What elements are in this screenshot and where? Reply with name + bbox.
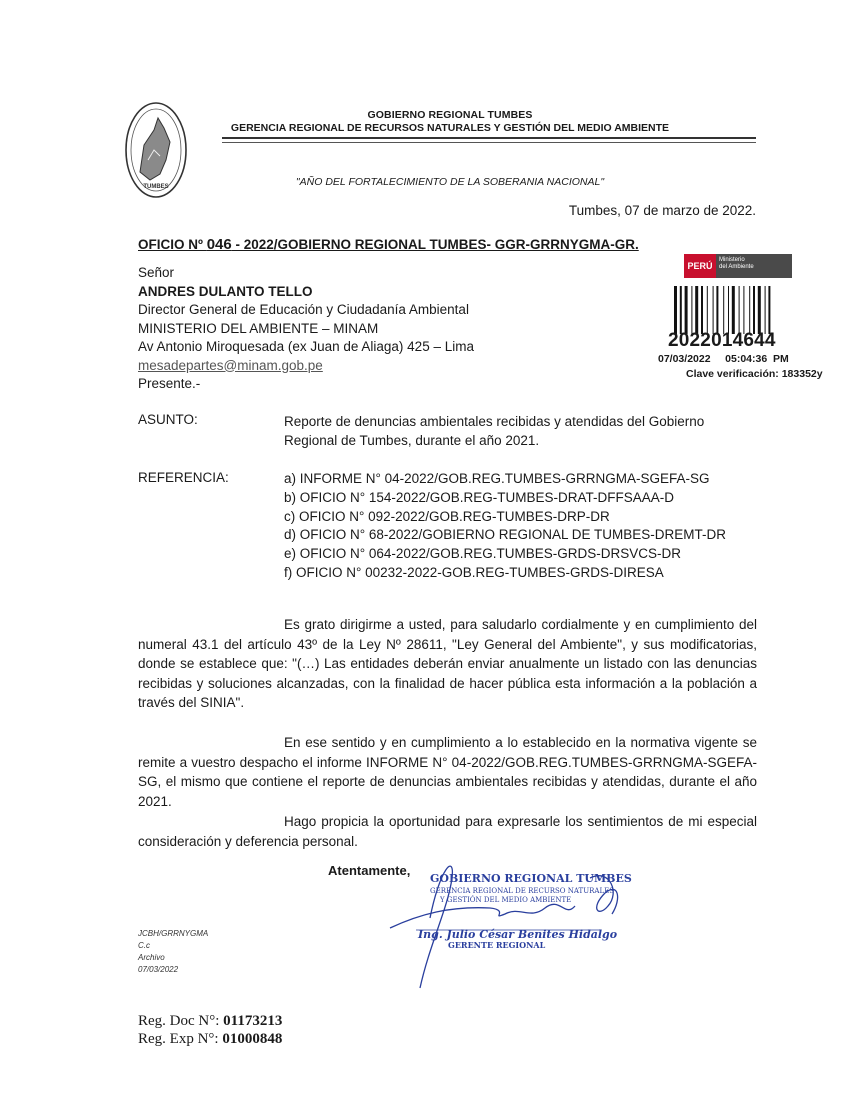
footer-date: 07/03/2022	[138, 965, 179, 974]
regional-seal-logo	[124, 100, 188, 200]
recipient-block	[138, 264, 474, 394]
reg-exp-label: Reg. Exp N°:	[138, 1031, 223, 1047]
referencia-item: e) OFICIO N° 064-2022/GOB.REG.TUMBES-GRDS-DRSVCS-DR	[284, 546, 681, 562]
signer-title: GERENTE REGIONAL	[448, 940, 546, 950]
barcode-bar	[739, 286, 740, 334]
recipient-position: Director General de Educación y Ciudadanía Ambiental	[138, 302, 469, 317]
ministry-line2: del Ambiente	[719, 264, 754, 270]
oficio-prefix: OFICIO Nº	[138, 237, 207, 252]
ministry-line1: Ministerio	[719, 257, 745, 263]
barcode-bar	[758, 286, 761, 334]
referencia-item: f) OFICIO N° 00232-2022-GOB.REG-TUMBES-GRDS-DIRESA	[284, 564, 664, 580]
barcode-bar	[695, 286, 698, 334]
barcode-icon	[674, 286, 814, 334]
oficio-suffix: - 2022/GOBIERNO REGIONAL TUMBES- GGR-GRRNYGMA-GR.	[231, 237, 639, 252]
salutation: Señor	[138, 265, 175, 280]
barcode-bar	[743, 286, 744, 334]
barcode-bar	[691, 286, 692, 334]
sig-stamp-line1: GOBIERNO REGIONAL TUMBES	[430, 872, 632, 885]
footer-archive: Archivo	[138, 953, 165, 962]
referencia-list	[284, 470, 726, 583]
recipient-email-link[interactable]: mesadepartes@minam.gob.pe	[138, 357, 323, 373]
header-government: GOBIERNO REGIONAL TUMBES	[367, 109, 533, 121]
asunto-label: ASUNTO:	[138, 412, 198, 427]
body-paragraph-3: Hago propicia la oportunidad para expresarle los sentimientos de mi especial consideración y deferencia personal.	[138, 814, 757, 849]
stamp-datetime: 07/03/2022 05:04:36 PM	[658, 353, 789, 365]
footer-initials-block	[138, 928, 208, 976]
recipient-institution: MINISTERIO DEL AMBIENTE – MINAM	[138, 320, 379, 336]
reg-doc-line	[138, 1012, 282, 1030]
closing-atentamente: Atentamente,	[328, 863, 411, 878]
recipient-address: Av Antonio Miroquesada (ex Juan de Aliaga) 425 – Lima	[138, 339, 474, 354]
referencia-item: d) OFICIO N° 68-2022/GOBIERNO REGIONAL DE TUMBES-DREMT-DR	[284, 527, 726, 543]
referencia-item: a) INFORME N° 04-2022/GOB.REG.TUMBES-GRRNGMA-SGEFA-SG	[284, 471, 710, 486]
oficio-number: 046	[206, 236, 232, 253]
reg-exp-line	[138, 1030, 282, 1048]
presente-line: Presente.-	[138, 376, 201, 391]
header-rule-thin	[222, 142, 756, 143]
date-line: Tumbes, 07 de marzo de 2022.	[568, 203, 756, 218]
sig-stamp-line3: Y GESTIÓN DEL MEDIO AMBIENTE	[440, 896, 572, 904]
barcode-bar	[768, 286, 770, 334]
barcode-bar	[732, 286, 735, 334]
barcode-bar	[716, 286, 718, 334]
reg-doc-value: 01173213	[223, 1013, 283, 1029]
signature-stamp	[360, 848, 660, 1008]
barcode-bar	[680, 286, 682, 334]
reception-stamp	[654, 252, 844, 382]
header-rule	[222, 137, 756, 139]
barcode-bar	[753, 286, 755, 334]
body-paragraph-2: En ese sentido y en cumplimiento a lo establecido en la normativa vigente se remite a vuestro despacho el informe INFORME N° 04-2022/GOB.REG.TUMBES-GRRNGMA-SGEFA-SG, el mismo que contiene el reporte de denuncias ambientales recibidas y atendidas, durante el año 2021.	[138, 735, 757, 809]
sig-stamp-line2: GERENCIA REGIONAL DE RECURSO NATURALES	[430, 887, 614, 895]
barcode-bar	[765, 286, 766, 334]
peru-ministry-badge	[684, 254, 792, 278]
referencia-item: c) OFICIO N° 092-2022/GOB.REG-TUMBES-DRP-DR	[284, 508, 610, 524]
footer-initials: JCBH/GRRNYGMA	[138, 929, 209, 938]
referencia-label: REFERENCIA:	[138, 470, 229, 485]
referencia-item: b) OFICIO N° 154-2022/GOB.REG-TUMBES-DRAT-DFFSAAA-D	[284, 489, 674, 505]
ministry-label	[716, 254, 792, 278]
reg-doc-label: Reg. Doc N°:	[138, 1013, 224, 1029]
barcode-bar	[713, 286, 714, 334]
stamp-number: 2022014644	[668, 330, 776, 351]
barcode-bar	[707, 286, 708, 334]
barcode-bar	[728, 286, 729, 334]
barcode-bar	[749, 286, 750, 334]
reg-exp-value: 01000848	[222, 1031, 283, 1047]
document-title	[138, 236, 639, 253]
stamp-verification: Clave verificación: 183352y	[686, 368, 823, 380]
signer-name: Ing. Julio César Benites Hidalgo	[418, 928, 618, 941]
barcode-bar	[723, 286, 724, 334]
barcode-bar	[701, 286, 703, 334]
recipient-name: ANDRES DULANTO TELLO	[138, 283, 313, 299]
peru-label: PERÚ	[684, 254, 716, 278]
registration-block	[138, 1012, 282, 1048]
barcode-bar	[685, 286, 688, 334]
barcode-bar	[674, 286, 677, 334]
body-paragraph-1: Es grato dirigirme a usted, para saludarlo cordialmente y en cumplimiento del numeral 43.1 del artículo 43º de la Ley Nº 28611, "Ley General del Ambiente", y sus modificatorias, donde se establece que: "(…) Las entidades deberán enviar anualmente un listado con las denuncias recibidas y soluciones alcanzadas, con la finalidad de hacer pública esta información a la población a través del SINIA".	[138, 617, 757, 710]
footer-cc: C.c	[138, 941, 150, 950]
asunto-text: Reporte de denuncias ambientales recibidas y atendidas del Gobierno Regional de Tumbes, durante el año 2021.	[284, 414, 705, 448]
seal-text: TUMBES	[143, 184, 169, 190]
header-department: GERENCIA REGIONAL DE RECURSOS NATURALES Y GESTIÓN DEL MEDIO AMBIENTE	[230, 122, 670, 134]
year-motto: "AÑO DEL FORTALECIMIENTO DE LA SOBERANIA NACIONAL"	[295, 176, 605, 188]
